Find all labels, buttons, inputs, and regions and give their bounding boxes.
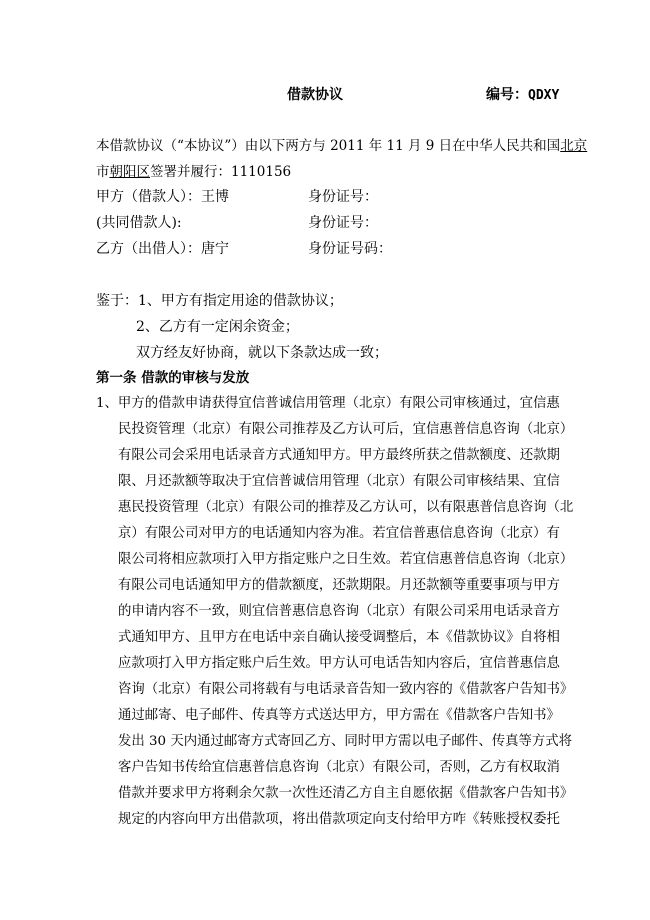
document-title: 借款协议 bbox=[287, 87, 343, 103]
clause-line: 民投资管理（北京）有限公司推荐及乙方认可后，宜信惠普信息咨询（北京） bbox=[118, 422, 574, 437]
clause-1-first-line: 1、甲方的借款申请获得宜信普诚信用管理（北京）有限公司审核通过，宜信惠 bbox=[96, 396, 560, 411]
clause-line: 京）有限公司对甲方的电话通知内容为准。若宜信普惠信息咨询（北京）有 bbox=[118, 526, 560, 541]
party-co-borrower: (共同借款人): bbox=[96, 215, 182, 231]
party-lender-id-label: 身份证号码： bbox=[308, 241, 392, 257]
clause-line: 惠民投资管理（北京）有限公司的推荐及乙方认可，以有限惠普信息咨询（北 bbox=[118, 500, 574, 515]
clause-line: 借款并要求甲方将剩余欠款一次性还清乙方自主自愿依据《借款客户告知书》 bbox=[118, 786, 574, 801]
party-co-borrower-id-label: 身份证号： bbox=[308, 215, 378, 231]
document-number-value: QDXY bbox=[528, 88, 560, 103]
recital-item-1: 鉴于：1、甲方有指定用途的借款协议； bbox=[96, 293, 343, 309]
intro-line-2 bbox=[96, 160, 291, 180]
clause-line: 式通知甲方、且甲方在电话中亲自确认接受调整后，本《借款协议》自将相 bbox=[118, 630, 560, 645]
recital-item-2: 2、乙方有一定闲余资金； bbox=[136, 319, 299, 335]
clause-line: 限公司将相应款项打入甲方指定账户之日生效。若宜信惠普信息咨询（北京） bbox=[118, 552, 574, 567]
clause-line: 限、月还款额等取决于宜信普诚信用管理（北京）有限公司审核结果、宜信 bbox=[118, 474, 560, 489]
recital-agreement: 双方经友好协商，就以下条款达成一致； bbox=[136, 345, 388, 361]
clause-line: 的申请内容不一致，则宜信普惠信息咨询（北京）有限公司采用电话录音方 bbox=[118, 604, 560, 619]
party-borrower: 甲方（借款人）：王博 bbox=[96, 189, 229, 205]
clause-line: 咨询（北京）有限公司将载有与电话录音告知一致内容的《借款客户告知书》 bbox=[118, 682, 574, 697]
document-number bbox=[486, 84, 559, 104]
document-number-label: 编号： bbox=[486, 87, 528, 103]
intro-city: 北京 bbox=[560, 138, 588, 154]
intro-text: 签署并履行：1110156 bbox=[150, 164, 292, 180]
clause-line: 有限公司电话通知甲方的借款额度，还款期限。月还款额等重要事项与甲方 bbox=[118, 578, 560, 593]
intro-text: 市 bbox=[96, 164, 110, 180]
clause-line: 规定的内容向甲方出借款项，将出借款项定向支付给甲方咋《转账授权委托 bbox=[118, 812, 560, 827]
party-borrower-id-label: 身份证号： bbox=[308, 189, 378, 205]
intro-district: 朝阳区 bbox=[109, 164, 150, 180]
party-lender: 乙方（出借人）：唐宁 bbox=[96, 241, 229, 257]
clause-line: 发出 30 天内通过邮寄方式寄回乙方、同时甲方需以电子邮件、传真等方式将 bbox=[118, 734, 573, 749]
clause-line: 有限公司会采用电话录音方式通知甲方。甲方最终所获之借款额度、还款期 bbox=[118, 448, 560, 463]
intro-text: 本借款协议（“本协议”）由以下两方与 2011 年 11 月 9 日在中华人民共和国 bbox=[96, 138, 561, 154]
intro-line-1 bbox=[96, 134, 587, 154]
clause-line: 通过邮寄、电子邮件、传真等方式送达甲方，甲方需在《借款客户告知书》 bbox=[118, 708, 560, 723]
article-1-heading: 第一条 借款的审核与发放 bbox=[96, 370, 250, 386]
clause-line: 应款项打入甲方指定账户后生效。甲方认可电话告知内容后，宜信普惠信息 bbox=[118, 656, 560, 671]
clause-line: 客户告知书传给宜信惠普信息咨询（北京）有限公司，否则，乙方有权取消 bbox=[118, 760, 560, 775]
